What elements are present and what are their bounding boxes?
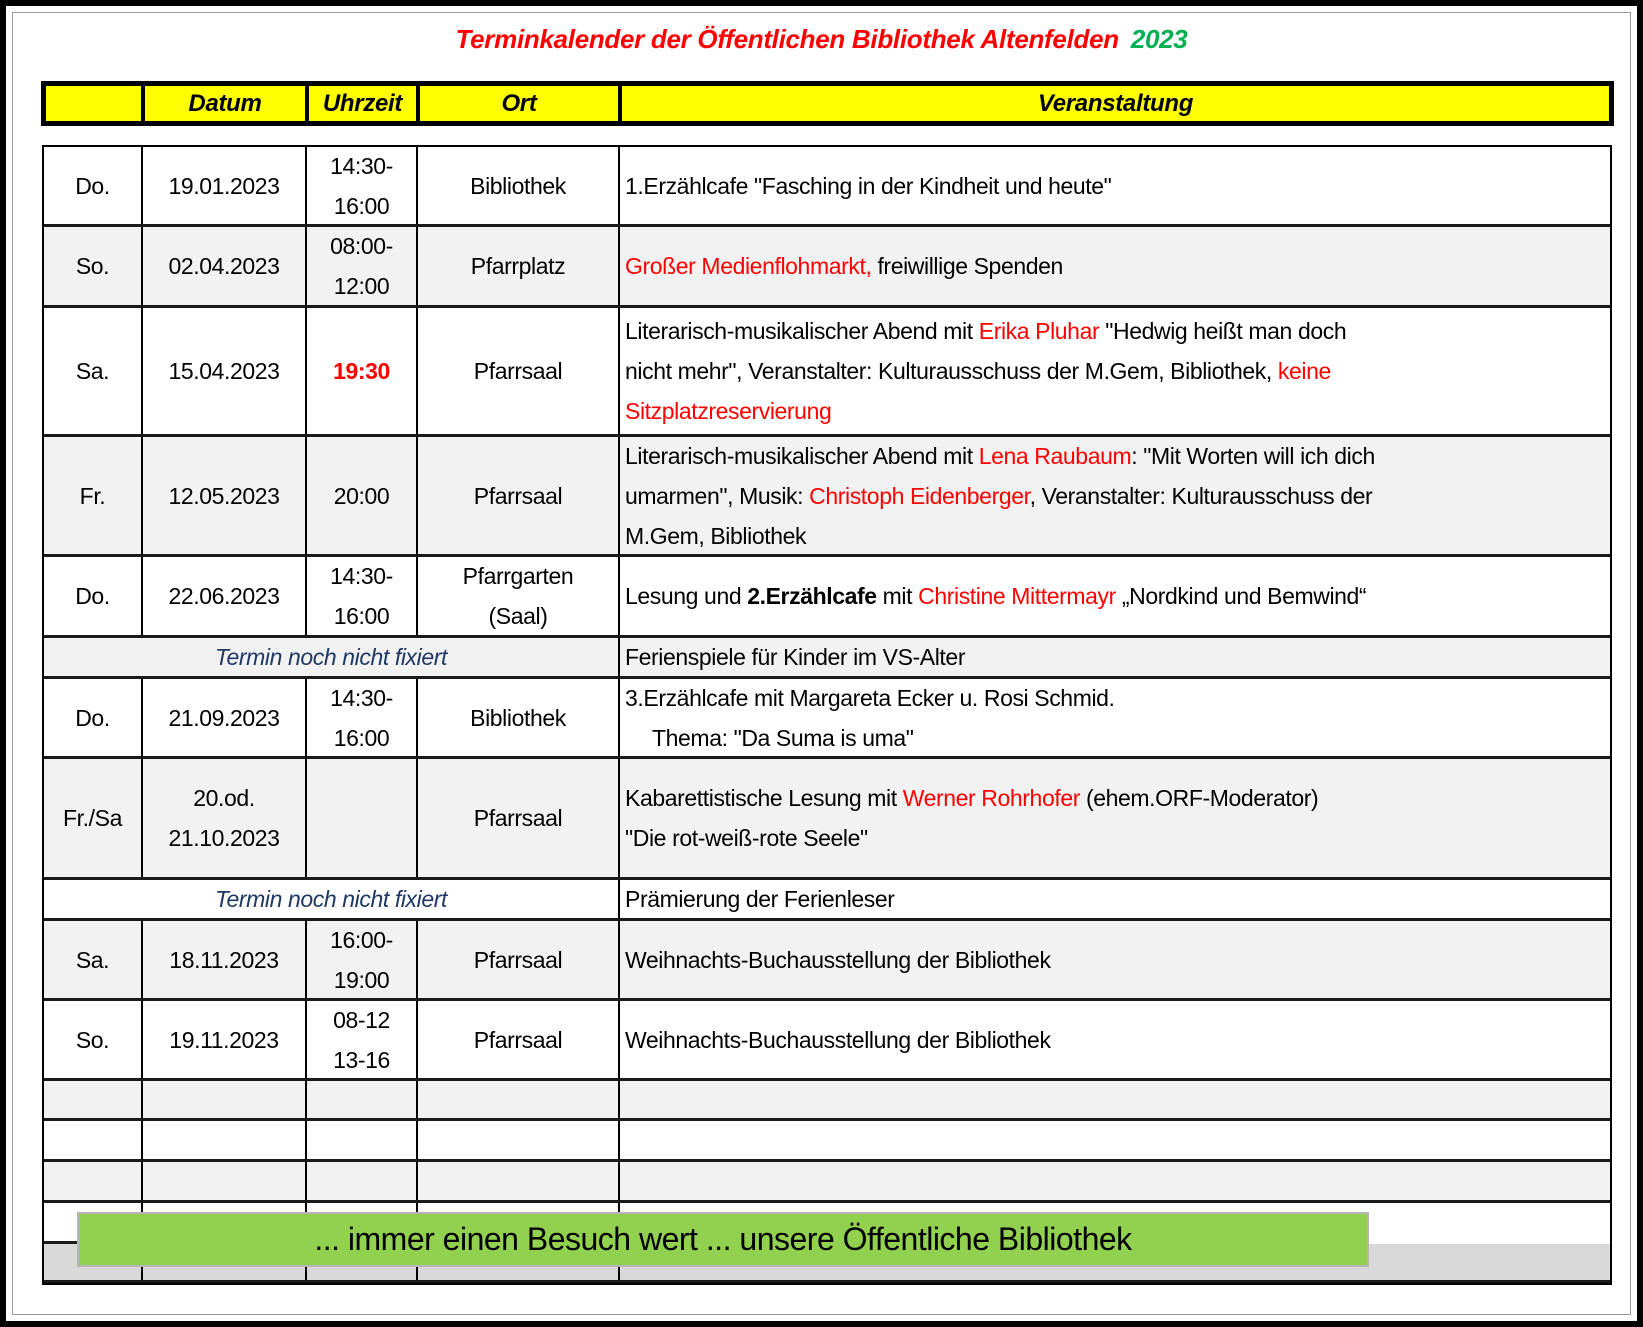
- time-cell-lines: [330, 678, 393, 758]
- date-cell-lines: [168, 351, 279, 391]
- time-cell: [307, 1001, 418, 1078]
- event-highlight: keine: [1277, 358, 1331, 384]
- event-text: Prämierung der Ferienleser: [625, 886, 895, 912]
- event-cell: [620, 227, 1610, 305]
- time-cell-line: 12:00: [333, 273, 390, 299]
- date-cell-line: 15.04.2023: [168, 358, 280, 384]
- place-cell-lines: [474, 940, 562, 980]
- place-cell-lines: [474, 1020, 562, 1060]
- event-text: Lesung und: [625, 583, 748, 609]
- place-cell: [418, 557, 620, 635]
- time-cell: [307, 437, 418, 554]
- event-highlight: Werner Rohrhofer: [902, 785, 1080, 811]
- place-cell-lines: [474, 798, 562, 838]
- date-cell-lines: [168, 166, 279, 206]
- note-cell: Termin noch nicht fixiert: [44, 880, 620, 918]
- time-cell-line: 16:00: [333, 192, 390, 219]
- event-line: [625, 166, 1111, 206]
- time-cell-line: 14:30-: [330, 684, 393, 711]
- event-highlight: Christoph Eidenberger: [809, 482, 1030, 509]
- event-cell: [620, 308, 1610, 434]
- place-cell-line: (Saal): [488, 603, 548, 629]
- header-event: Veranstaltung: [1037, 89, 1194, 117]
- time-cell-line: 16:00: [333, 724, 390, 751]
- event-line: [625, 879, 895, 919]
- events-table: [42, 145, 1612, 1285]
- event-lines: [625, 166, 1111, 206]
- time-cell-lines: [334, 476, 390, 516]
- date-cell-line: 02.04.2023: [168, 253, 280, 279]
- place-cell-line: Pfarrgarten: [462, 563, 574, 589]
- place-cell-lines: [474, 351, 562, 391]
- event-lines: [625, 637, 965, 677]
- table-row: [44, 557, 1610, 638]
- empty-cell: [620, 1081, 1610, 1118]
- date-cell-lines: [168, 476, 279, 516]
- event-text: nicht mehr", Veranstalter: Kulturausschuss der M.Gem, Bibliothek,: [625, 358, 1278, 384]
- date-cell-lines: [168, 576, 279, 616]
- event-lines: [625, 246, 1063, 286]
- table-header: [41, 81, 1614, 126]
- date-cell-line: 12.05.2023: [168, 482, 280, 509]
- day-cell: Do.: [44, 679, 143, 756]
- date-cell-line: 21.09.2023: [168, 704, 280, 731]
- place-cell-lines: [471, 246, 565, 286]
- date-cell-lines: [168, 246, 279, 286]
- table-row: [44, 227, 1610, 308]
- day-cell: Fr./Sa: [44, 759, 143, 877]
- header-place: Ort: [420, 86, 622, 121]
- time-cell-lines: [330, 226, 393, 306]
- day-cell: Sa.: [44, 921, 143, 998]
- place-cell: [418, 308, 620, 434]
- event-cell: [620, 437, 1610, 554]
- event-text: : "Mit Worten will ich dich: [1131, 442, 1375, 469]
- event-cell: [620, 759, 1610, 877]
- place-cell-lines: [474, 476, 562, 516]
- day-cell: Sa.: [44, 308, 143, 434]
- place-cell: [418, 227, 620, 305]
- time-cell-line: 08:00-: [330, 233, 393, 259]
- time-cell-line: 20:00: [333, 482, 390, 509]
- event-highlight: Christine Mittermayr: [918, 583, 1116, 609]
- event-lines: [625, 879, 895, 919]
- header-date: Datum: [145, 86, 309, 121]
- event-lines: [625, 1020, 1051, 1060]
- place-cell-lines: [463, 556, 574, 636]
- date-cell: [143, 759, 307, 877]
- event-line: [625, 311, 1346, 351]
- place-cell-line: Pfarrsaal: [473, 358, 563, 384]
- time-cell-lines: [333, 1000, 390, 1080]
- time-cell: [307, 679, 418, 756]
- event-cell: [620, 638, 1610, 676]
- event-text: (ehem.ORF-Moderator): [1080, 785, 1319, 811]
- event-line: [625, 436, 1375, 476]
- time-cell-lines: [330, 556, 393, 636]
- time-cell: [307, 759, 418, 877]
- event-text: Weihnachts-Buchausstellung der Bibliothek: [625, 946, 1051, 973]
- day-cell: So.: [44, 1001, 143, 1078]
- page-title: [0, 24, 1643, 55]
- place-cell: [418, 759, 620, 877]
- event-highlight: Großer Medienflohmarkt,: [625, 253, 872, 279]
- event-text: "Hedwig heißt man doch: [1099, 318, 1347, 344]
- place-cell: [418, 1001, 620, 1078]
- place-cell: [418, 679, 620, 756]
- date-cell: [143, 1001, 307, 1078]
- day-cell: Fr.: [44, 437, 143, 554]
- event-cell: [620, 880, 1610, 918]
- event-cell: [620, 557, 1610, 635]
- date-cell-line: 22.06.2023: [168, 583, 280, 609]
- date-cell-lines: [168, 778, 279, 858]
- header-day: [46, 86, 145, 121]
- event-line: [625, 351, 1346, 391]
- place-cell: [418, 147, 620, 224]
- empty-cell: [44, 1121, 143, 1159]
- empty-cell: [620, 1121, 1610, 1159]
- event-line: [625, 778, 1318, 818]
- place-cell: [418, 921, 620, 998]
- date-cell-lines: [169, 940, 278, 980]
- event-text: mit: [876, 583, 919, 609]
- place-cell-line: Pfarrsaal: [473, 805, 563, 831]
- event-text: Thema: "Da Suma is uma": [652, 724, 914, 751]
- time-cell: [307, 308, 418, 434]
- place-cell-line: Bibliothek: [470, 172, 566, 199]
- date-cell: [143, 679, 307, 756]
- time-cell-line: 13-16: [333, 1046, 390, 1073]
- event-text: Kabarettistische Lesung mit: [625, 785, 903, 811]
- header-time: Uhrzeit: [309, 86, 420, 121]
- event-cell: [620, 679, 1610, 756]
- date-cell: [143, 308, 307, 434]
- time-cell-line: 19:00: [333, 966, 390, 993]
- place-cell-lines: [470, 166, 566, 206]
- empty-row: [44, 1121, 1610, 1162]
- time-cell: [307, 147, 418, 224]
- event-text: 1.Erzählcafe "Fasching in der Kindheit und heute": [625, 172, 1112, 199]
- event-lines: [625, 436, 1375, 556]
- event-highlight: Lena Raubaum: [978, 442, 1132, 469]
- place-cell: [418, 437, 620, 554]
- event-lines: [625, 678, 1115, 758]
- time-cell-lines: [330, 146, 393, 226]
- event-text: „Nordkind und Bemwind“: [1115, 583, 1367, 609]
- day-cell: So.: [44, 227, 143, 305]
- title-text: Terminkalender der Öffentlichen Bibliothek Altenfelden: [455, 24, 1119, 54]
- place-cell-line: Pfarrsaal: [473, 1026, 563, 1053]
- time-cell-lines: [333, 351, 390, 391]
- time-cell: [307, 227, 418, 305]
- event-lines: [625, 778, 1318, 858]
- table-row: [44, 308, 1610, 437]
- event-line: [625, 718, 1115, 758]
- event-text: Weihnachts-Buchausstellung der Bibliothek: [625, 1026, 1051, 1053]
- empty-cell: [620, 1162, 1610, 1200]
- place-cell-line: Pfarrplatz: [470, 253, 566, 279]
- empty-cell: [143, 1121, 307, 1159]
- date-cell-lines: [169, 1020, 278, 1060]
- time-cell: [307, 921, 418, 998]
- time-cell-line: 19:30: [333, 358, 390, 384]
- day-cell: Do.: [44, 147, 143, 224]
- event-text: 3.Erzählcafe mit Margareta Ecker u. Rosi Schmid.: [625, 684, 1115, 711]
- table-row: [44, 638, 1610, 679]
- empty-cell: [307, 1121, 418, 1159]
- event-line: [625, 1020, 1051, 1060]
- date-cell: [143, 227, 307, 305]
- date-cell-line: 19.01.2023: [168, 172, 280, 199]
- event-text: M.Gem, Bibliothek: [625, 522, 807, 549]
- date-cell-line: 20.od.: [193, 785, 255, 811]
- event-line: [625, 476, 1375, 516]
- place-cell-line: Pfarrsaal: [473, 482, 563, 509]
- table-row: [44, 880, 1610, 921]
- event-line: [625, 516, 1375, 556]
- table-row: [44, 921, 1610, 1001]
- empty-cell: [143, 1081, 307, 1118]
- event-line: [625, 818, 1318, 858]
- title-year: 2023: [1130, 24, 1188, 54]
- empty-row: [44, 1081, 1610, 1121]
- event-lines: [625, 576, 1366, 616]
- time-cell-line: 16:00-: [330, 926, 393, 953]
- event-text: Literarisch-musikalischer Abend mit: [625, 318, 979, 344]
- event-line: [625, 576, 1366, 616]
- event-text: umarmen", Musik:: [625, 482, 810, 509]
- event-highlight: Erika Pluhar: [978, 318, 1100, 344]
- time-cell-line: 14:30-: [330, 152, 393, 179]
- event-line: [625, 246, 1063, 286]
- event-line: [625, 391, 1346, 431]
- table-row: [44, 1001, 1610, 1081]
- table-row: [44, 437, 1610, 557]
- date-cell-line: 18.11.2023: [169, 946, 279, 973]
- empty-cell: [418, 1121, 620, 1159]
- time-cell-lines: [330, 920, 393, 1000]
- event-cell: [620, 1001, 1610, 1078]
- footer-banner: ... immer einen Besuch wert ... unsere Öffentliche Bibliothek: [77, 1212, 1369, 1267]
- empty-cell: [418, 1162, 620, 1200]
- empty-cell: [44, 1162, 143, 1200]
- empty-cell: [143, 1162, 307, 1200]
- time-cell-line: 14:30-: [330, 563, 393, 589]
- event-line: [625, 637, 965, 677]
- date-cell: [143, 437, 307, 554]
- event-text: , Veranstalter: Kulturausschuss der: [1029, 482, 1373, 509]
- event-text: Ferienspiele für Kinder im VS-Alter: [625, 644, 966, 670]
- event-text: Literarisch-musikalischer Abend mit: [625, 442, 979, 469]
- event-lines: [625, 311, 1346, 431]
- day-cell: Do.: [44, 557, 143, 635]
- time-cell-line: 16:00: [333, 603, 390, 629]
- event-text: "Die rot-weiß-rote Seele": [625, 825, 868, 851]
- event-text: freiwillige Spenden: [871, 253, 1063, 279]
- place-cell-line: Bibliothek: [470, 704, 566, 731]
- event-line: [625, 678, 1115, 718]
- table-row: [44, 679, 1610, 759]
- empty-row: [44, 1162, 1610, 1203]
- event-lines: [625, 940, 1051, 980]
- empty-cell: [307, 1081, 418, 1118]
- event-bold: 2.Erzählcafe: [747, 583, 877, 609]
- date-cell-line: 19.11.2023: [169, 1026, 279, 1053]
- event-cell: [620, 147, 1610, 224]
- place-cell-line: Pfarrsaal: [473, 946, 563, 973]
- event-highlight: Sitzplatzreservierung: [625, 398, 832, 424]
- date-cell-lines: [168, 698, 279, 738]
- time-cell-line: 08-12: [333, 1006, 390, 1033]
- date-cell: [143, 557, 307, 635]
- event-line: [625, 940, 1051, 980]
- event-cell: [620, 921, 1610, 998]
- table-row: [44, 147, 1610, 227]
- date-cell: [143, 147, 307, 224]
- empty-cell: [44, 1081, 143, 1118]
- empty-cell: [418, 1081, 620, 1118]
- table-row: [44, 759, 1610, 880]
- time-cell: [307, 557, 418, 635]
- note-cell: Termin noch nicht fixiert: [44, 638, 620, 676]
- place-cell-lines: [470, 698, 566, 738]
- date-cell-line: 21.10.2023: [168, 825, 280, 851]
- empty-cell: [307, 1162, 418, 1200]
- date-cell: [143, 921, 307, 998]
